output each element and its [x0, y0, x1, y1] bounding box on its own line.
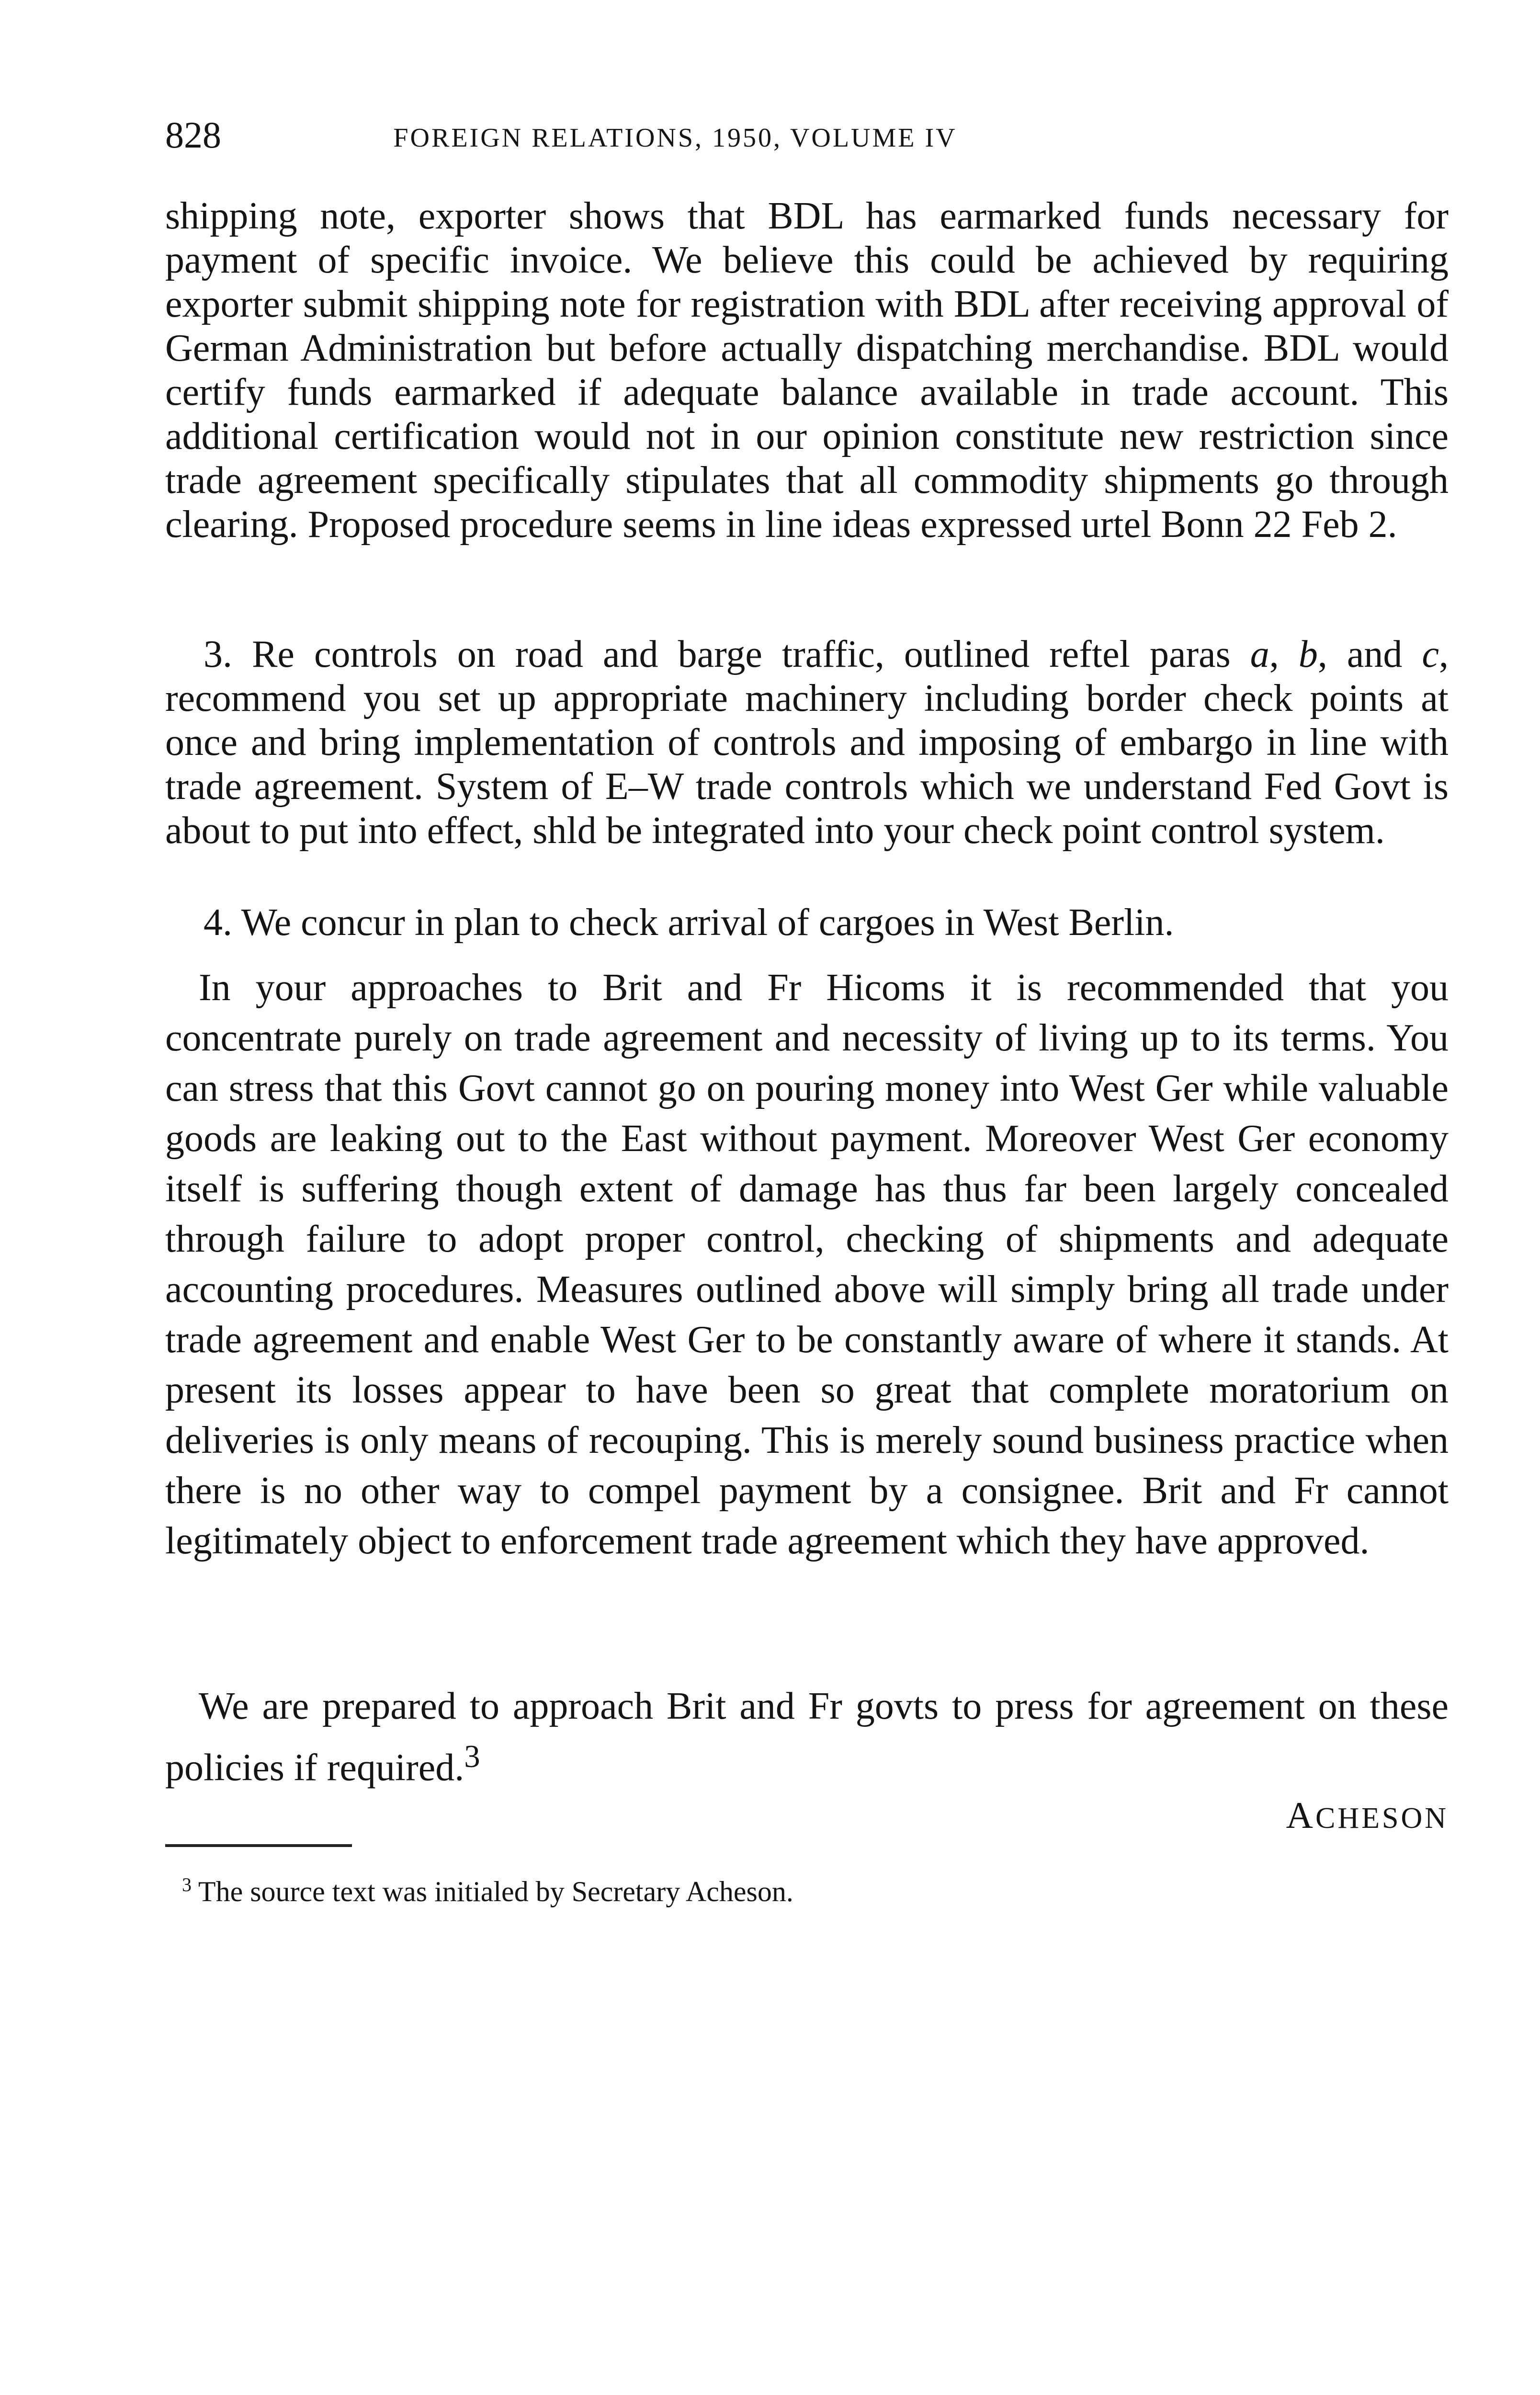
footnote-reference: 3: [464, 1739, 480, 1774]
footnote-divider: [165, 1844, 352, 1847]
signature: ACHESON: [1286, 1794, 1449, 1836]
paragraph: In your approaches to Brit and Fr Hicoms it is recommended that you concentrate purely on trade agreement and necessity of living up to its terms. You can stress that this Govt cannot go on pouring money into West Ger while valuable goods are leaking out to the East without payment. Moreover West Ger economy itself is suffering though extent of damage has thus far been largely concealed through failure to adopt proper control, checking of shipments and adequate accounting procedures. Measures outlined above will simply bring all trade under trade agreement and enable West Ger to be constantly aware of where it stands. At present its losses appear to have been so great that complete moratorium on deliveries is only means of recouping. This is merely sound business practice when there is no other way to compel payment by a consignee. Brit and Fr cannot legitimately object to enforcement trade agreement which they have approved.: [165, 967, 1449, 1562]
footnote-marker: 3: [182, 1874, 192, 1895]
para-ref-c: c: [1422, 633, 1439, 675]
footnote-text: The source text was initialed by Secretary Acheson.: [198, 1876, 793, 1907]
para-ref-a: a: [1250, 633, 1269, 675]
running-header: [165, 111, 1449, 159]
continued-paragraph: shipping note, exporter shows that BDL has earmarked funds necessary for payment of specific invoice. We believe this could be achieved by requiring exporter submit shipping note for registration with BDL after receiving approval of German Administration but before actually dispatching merchandise. BDL would certify funds earmarked if adequate balance available in trade account. This additional certification would not in our opinion constitute new restriction since trade agreement specifically stipulates that all commodity shipments go through clearing. Proposed procedure seems in line ideas expressed urtel Bonn 22 Feb 2.: [165, 195, 1449, 546]
item-text-cont: , recommend you set up appropriate machinery including border check points at once and bring implementation of controls and imposing of embargo in line with trade agreement. System of E–W trade controls which we understand Fed Govt is about to put into effect, shld be integrated into your check point control system.: [165, 633, 1449, 852]
footnote: [182, 1866, 1427, 1911]
item-number: 3.: [204, 633, 232, 675]
item-text: We concur in plan to check arrival of cargoes in West Berlin.: [241, 901, 1174, 944]
list-item-4: [165, 901, 1449, 945]
running-title: FOREIGN RELATIONS, 1950, VOLUME IV: [393, 123, 957, 153]
item-number: 4.: [204, 901, 232, 944]
para-ref-b: b: [1298, 633, 1318, 675]
closing-text: We are prepared to approach Brit and Fr govts to press for agreement on these policies if required.: [165, 1685, 1449, 1789]
closing-paragraph: [165, 1681, 1449, 1793]
item-text: Re controls on road and barge traffic, outlined reftel paras: [252, 633, 1250, 675]
list-item-3: 3. Re controls on road and barge traffic, outlined reftel paras a, b, and c, recommend you set up appropriate machinery including border check points at once and bring implementation of controls and imposing of embargo in line with trade agreement. System of E–W trade controls which we understand Fed Govt is about to put into effect, shld be integrated into your check point control system.: [165, 633, 1449, 852]
page-number: 828: [165, 114, 221, 156]
